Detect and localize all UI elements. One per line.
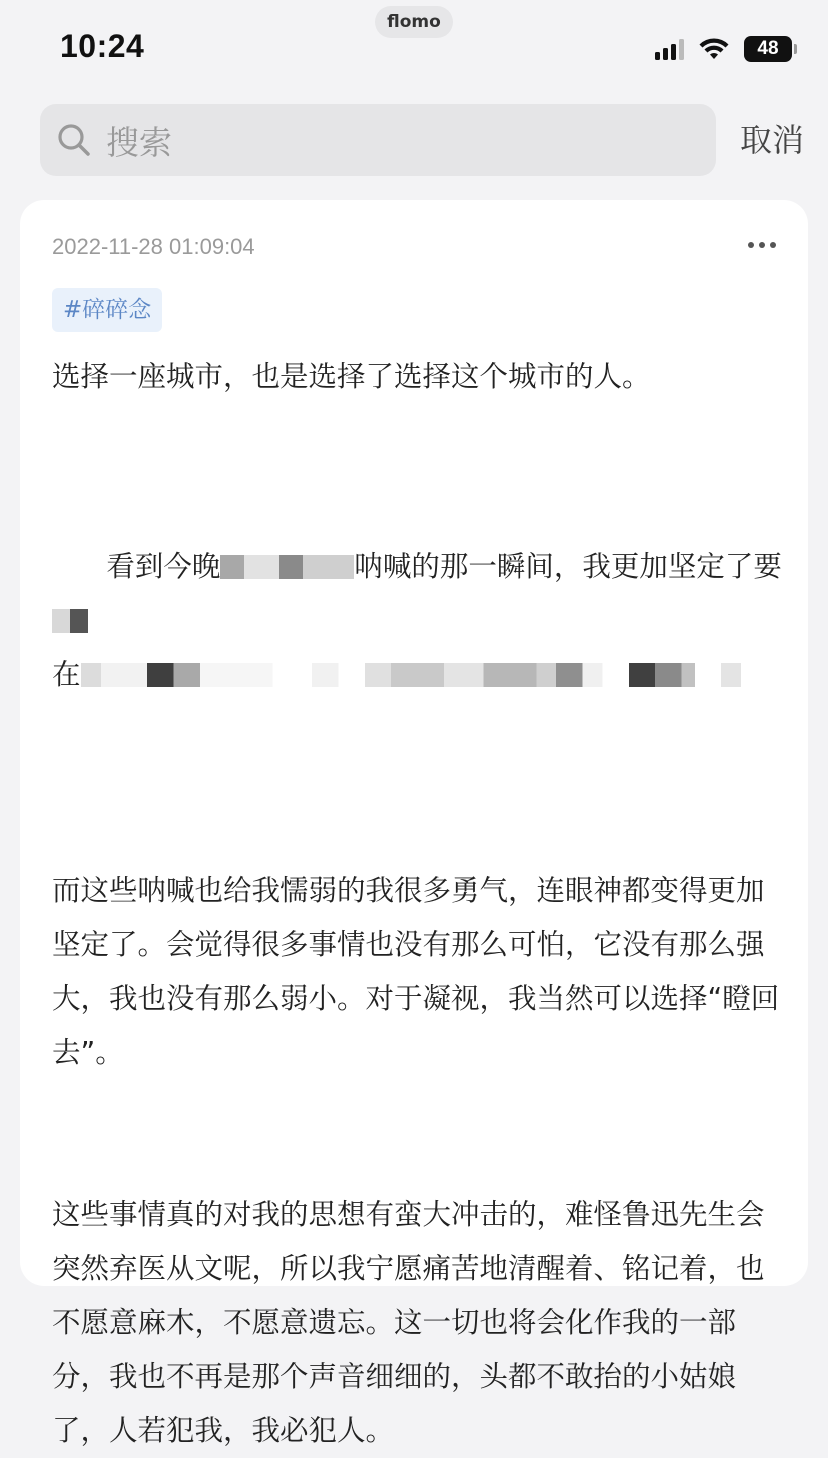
redacted-block (52, 609, 88, 633)
memo-timestamp: 2022-11-28 01:09:04 (52, 234, 255, 259)
search-icon (56, 122, 92, 158)
memo-paragraph: 这些事情真的对我的思想有蛮大冲击的，难怪鲁迅先生会突然弃医从文呢，所以我宁愿痛苦地清醒着、铭记着，也不愿意麻木，不愿意遗忘。这一切也将会化作我的一部分，我也不再是那个声音细细的，头都不敢抬的小姑娘了，人若犯我，我必犯人。 (52, 1198, 765, 1447)
redacted-block (81, 663, 741, 687)
memo-paragraph: 选择一座城市，也是选择了选择这个城市的人。 (52, 360, 651, 393)
memo-text: 在 (52, 658, 81, 691)
more-options-icon[interactable] (748, 242, 776, 248)
status-icons (655, 34, 792, 64)
redacted-block (220, 555, 354, 579)
memo-content (52, 350, 782, 1458)
cancel-button[interactable]: 取消 (740, 121, 805, 159)
search-placeholder: 搜索 (106, 122, 172, 162)
cellular-signal-icon (655, 38, 684, 60)
memo-card (20, 200, 808, 1447)
app-name-pill: flomo (375, 6, 453, 38)
memo-tag[interactable]: #碎碎念 (52, 288, 162, 332)
memo-paragraph: 而这些呐喊也给我懦弱的我很多勇气，连眼神都变得更加坚定了。会觉得很多事情也没有那么可怕，它没有那么强大，我也没有那么弱小。对于凝视，我当然可以选择“瞪回去”。 (52, 874, 780, 1069)
memo-paragraph-redacted (52, 486, 782, 756)
search-input[interactable] (40, 104, 716, 176)
status-time: 10:24 (60, 28, 145, 64)
wifi-icon (698, 37, 730, 61)
memo-text: 呐喊的那一瞬间，我更加坚定了要 (354, 550, 782, 583)
battery-indicator: 48 (744, 36, 792, 62)
memo-text: 看到今晚 (106, 550, 221, 583)
